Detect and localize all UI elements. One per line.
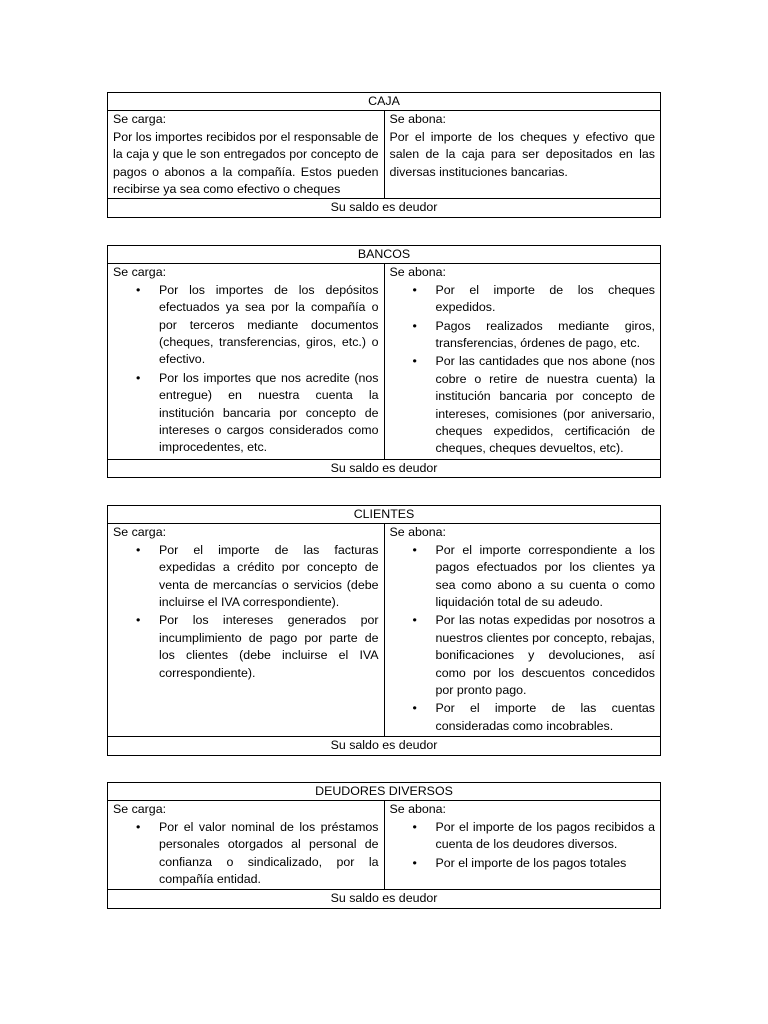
debit-list xyxy=(113,542,379,682)
list-item: • Por las cantidades que nos abone (nos cobre o retire de nuestra cuenta) la institución bancaria por concepto de intereses, comisiones (por aniversario, cheques expedidos, certificación de cheques, cheques devueltos, etc). xyxy=(436,353,656,457)
credit-column xyxy=(384,264,661,459)
account-title: BANCOS xyxy=(108,246,661,264)
credit-column xyxy=(384,111,661,199)
credit-label: Se abona: xyxy=(389,525,446,540)
credit-text: Por el importe de los cheques y efectivo que salen de la caja para ser depositados en las diversas instituciones bancarias. xyxy=(389,129,655,179)
debit-column xyxy=(108,524,385,737)
list-item: • Por el importe de las cuentas consideradas como incobrables. xyxy=(436,700,656,735)
list-item: • Pagos realizados mediante giros, transferencias, órdenes de pago, etc. xyxy=(436,318,656,353)
list-item: • Por los importes de los depósitos efectuados ya sea por la compañía o por terceros mediante documentos (cheques, transferencias, giros, etc.) o efectivo. xyxy=(159,282,379,369)
list-item: • Por el importe de los cheques expedidos. xyxy=(436,282,656,317)
account-table-deudores-diversos xyxy=(107,782,661,909)
account-title: CLIENTES xyxy=(108,506,661,524)
account-table-bancos xyxy=(107,245,661,478)
credit-list xyxy=(390,542,656,735)
credit-list xyxy=(390,282,656,458)
debit-column xyxy=(108,111,385,199)
debit-label: Se carga: xyxy=(113,112,167,127)
credit-column xyxy=(384,801,661,890)
debit-list xyxy=(113,282,379,457)
debit-text: Por los importes recibidos por el responsable de la caja y que le son entregados por concepto de pagos o abonos a la compañía. Estos pueden recibirse ya sea como efectivo o cheques xyxy=(113,129,379,197)
list-item: • Por el importe de las facturas expedidas a crédito por concepto de venta de mercancías o servicios (debe incluirse el IVA correspondiente). xyxy=(159,542,379,612)
balance-footer: Su saldo es deudor xyxy=(108,890,661,908)
debit-label: Se carga: xyxy=(113,525,167,540)
list-item: • Por los intereses generados por incumplimiento de pago por parte de los clientes (debe incluirse el IVA correspondiente). xyxy=(159,612,379,682)
account-title: CAJA xyxy=(108,93,661,111)
debit-label: Se carga: xyxy=(113,802,167,817)
account-title: DEUDORES DIVERSOS xyxy=(108,783,661,801)
credit-list xyxy=(390,819,656,872)
credit-column xyxy=(384,524,661,737)
account-table-clientes xyxy=(107,505,661,756)
list-item: • Por los importes que nos acredite (nos entregue) en nuestra cuenta la institución bancaria por concepto de intereses o cargos considerados como improcedentes, etc. xyxy=(159,370,379,457)
debit-column xyxy=(108,801,385,890)
account-table-caja xyxy=(107,92,661,218)
debit-label: Se carga: xyxy=(113,265,167,280)
list-item: • Por el valor nominal de los préstamos personales otorgados al personal de confianza o sindicalizado, por la compañía entidad. xyxy=(159,819,379,889)
list-item: • Por el importe de los pagos totales xyxy=(436,855,656,872)
debit-column xyxy=(108,264,385,459)
balance-footer: Su saldo es deudor xyxy=(108,459,661,477)
balance-footer: Su saldo es deudor xyxy=(108,199,661,217)
credit-label: Se abona: xyxy=(389,112,446,127)
list-item: • Por el importe de los pagos recibidos a cuenta de los deudores diversos. xyxy=(436,819,656,854)
credit-label: Se abona: xyxy=(389,265,446,280)
balance-footer: Su saldo es deudor xyxy=(108,737,661,755)
credit-label: Se abona: xyxy=(389,802,446,817)
list-item: • Por las notas expedidas por nosotros a nuestros clientes por concepto, rebajas, bonificaciones y devoluciones, así como por los descuentos concedidos por pronto pago. xyxy=(436,612,656,699)
debit-list xyxy=(113,819,379,889)
list-item: • Por el importe correspondiente a los pagos efectuados por los clientes ya sea como abono a su cuenta o como liquidación total de su adeudo. xyxy=(436,542,656,612)
